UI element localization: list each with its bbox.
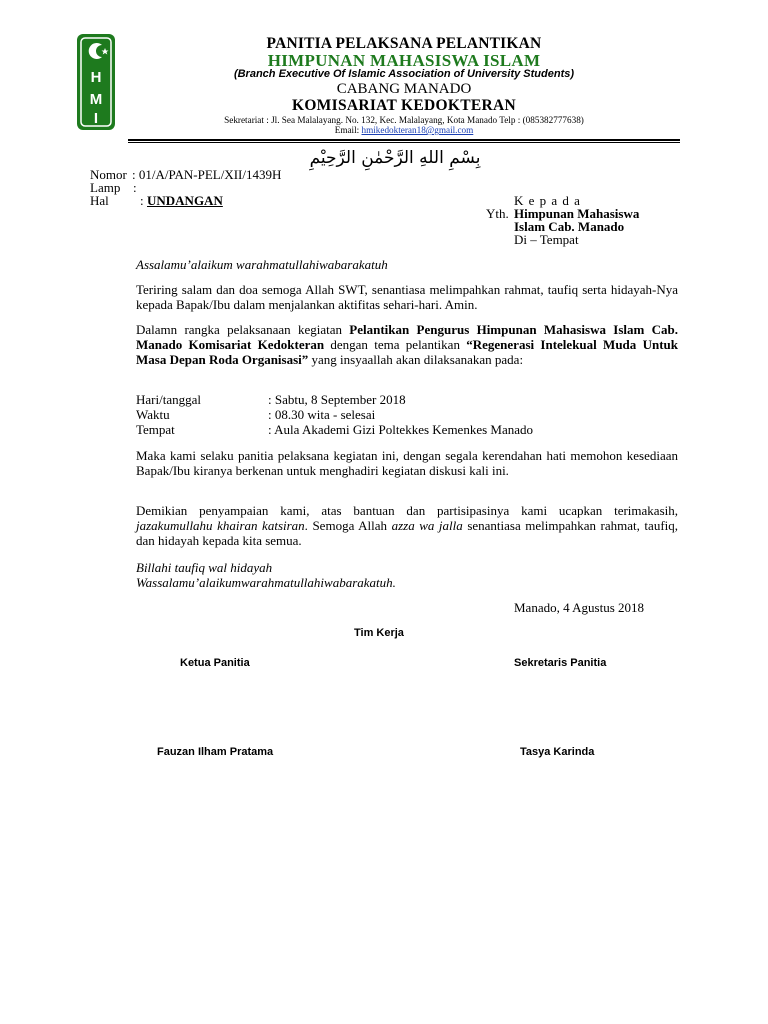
schedule-label: Tempat — [136, 422, 175, 437]
kepada-label: K e p a d a — [514, 193, 581, 208]
schedule-label: Hari/tanggal — [136, 392, 201, 407]
yth-label: Yth. — [486, 206, 509, 221]
hal-value: UNDANGAN — [147, 193, 223, 208]
right-role: Sekretaris Panitia — [514, 657, 607, 669]
p4-text-c: . Semoga Allah — [304, 518, 392, 533]
p4-italic-1: jazakumullahu khairan katsiran — [136, 518, 305, 533]
org-english-name: (Branch Executive Of Islamic Association of University Students) — [233, 68, 575, 80]
email-line — [130, 126, 678, 135]
recipient-line-3: Di – Tempat — [514, 232, 579, 247]
logo-letter: H — [90, 69, 102, 86]
p2-text-e: yang insyaallah akan dilaksanakan pada: — [308, 352, 524, 367]
right-signatory-name: Tasya Karinda — [520, 746, 595, 758]
nomor-label: Nomor — [90, 167, 127, 182]
p2-activity: Pelantikan Pengurus Himpunan Mahasiswa Islam Cab. Manado Komisariat Kedokteran — [136, 322, 679, 352]
place-date: Manado, 4 Agustus 2018 — [514, 600, 644, 615]
header-divider — [128, 139, 680, 141]
basmalah: بِسْمِ اللهِ الرَّحْمٰنِ الرَّحِيْمِ — [309, 148, 481, 168]
recipient-line-2: Islam Cab. Manado — [514, 219, 625, 234]
p2-theme: “Regenerasi Intelekual Muda Untuk Masa Depan Roda Organisasi” — [136, 337, 678, 367]
hmi-logo — [76, 33, 116, 131]
recipient-line-1: Himpunan Mahasiswa — [514, 206, 640, 221]
nomor-value: : 01/A/PAN-PEL/XII/1439H — [132, 167, 282, 182]
left-signatory-name: Fauzan Ilham Pratama — [157, 746, 274, 758]
closing-2: Wassalamu’alaikumwarahmatullahiwabarakatuh. — [136, 575, 396, 590]
hal-colon: : — [140, 193, 144, 208]
greeting: Assalamu’alaikum warahmatullahiwabarakatuh — [136, 257, 388, 272]
lamp-label: Lamp — [90, 180, 121, 195]
p2-text-c: dengan tema pelantikan — [324, 337, 467, 352]
schedule-value: : Sabtu, 8 September 2018 — [268, 392, 406, 407]
p4-text-a: Demikian penyampaian kami, atas bantuan dan partisipasinya kami ucapkan terimakasih, — [136, 503, 678, 518]
org-committee-title: PANITIA PELAKSANA PELANTIKAN — [266, 35, 542, 52]
paragraph-4 — [136, 503, 678, 548]
header-divider-thin — [128, 142, 680, 143]
p2-text-a: Dalamn rangka pelaksanaan kegiatan — [136, 322, 350, 337]
email-label: Email: — [334, 125, 360, 135]
logo-letter: M — [89, 91, 103, 108]
schedule-label: Waktu — [136, 407, 170, 422]
paragraph-2 — [136, 322, 678, 367]
hal-label: Hal — [90, 193, 109, 208]
paragraph-1: Teriring salam dan doa semoga Allah SWT, senantiasa melimpahkan rahmat, taufiq serta hidayah-Nya kepada Bapak/Ibu dalam menjalankan aktifitas sehari-hari. Amin. — [136, 282, 678, 312]
schedule-value: : Aula Akademi Gizi Poltekkes Kemenkes Manado — [268, 422, 534, 437]
team-label: Tim Kerja — [354, 627, 404, 639]
p4-italic-2: azza wa jalla — [391, 518, 463, 533]
closing-1: Billahi taufiq wal hidayah — [136, 560, 273, 575]
commissariat-name: KOMISARIAT KEDOKTERAN — [291, 97, 517, 114]
secretariat-address: Sekretariat : Jl. Sea Malalayang. No. 132, Kec. Malalayang, Kota Manado Telp : (085382777638) — [224, 115, 584, 125]
p4-text-e: senantiasa melimpahkan rahmat, taufiq, dan hidayah kepada kita semua. — [136, 518, 679, 548]
lamp-value: : — [133, 180, 137, 195]
schedule-value: : 08.30 wita - selesai — [268, 407, 376, 422]
email-link[interactable]: hmikedokteran18@gmail.com — [361, 125, 474, 135]
paragraph-3: Maka kami selaku panitia pelaksana kegiatan ini, dengan segala kerendahan hati memohon kesediaan Bapak/Ibu kiranya berkenan untuk menghadiri kegiatan diskusi kali ini. — [136, 448, 678, 478]
left-role: Ketua Panitia — [180, 657, 250, 669]
branch-name: CABANG MANADO — [336, 81, 472, 97]
logo-letter: I — [93, 110, 99, 127]
org-name: HIMPUNAN MAHASISWA ISLAM — [267, 51, 541, 70]
